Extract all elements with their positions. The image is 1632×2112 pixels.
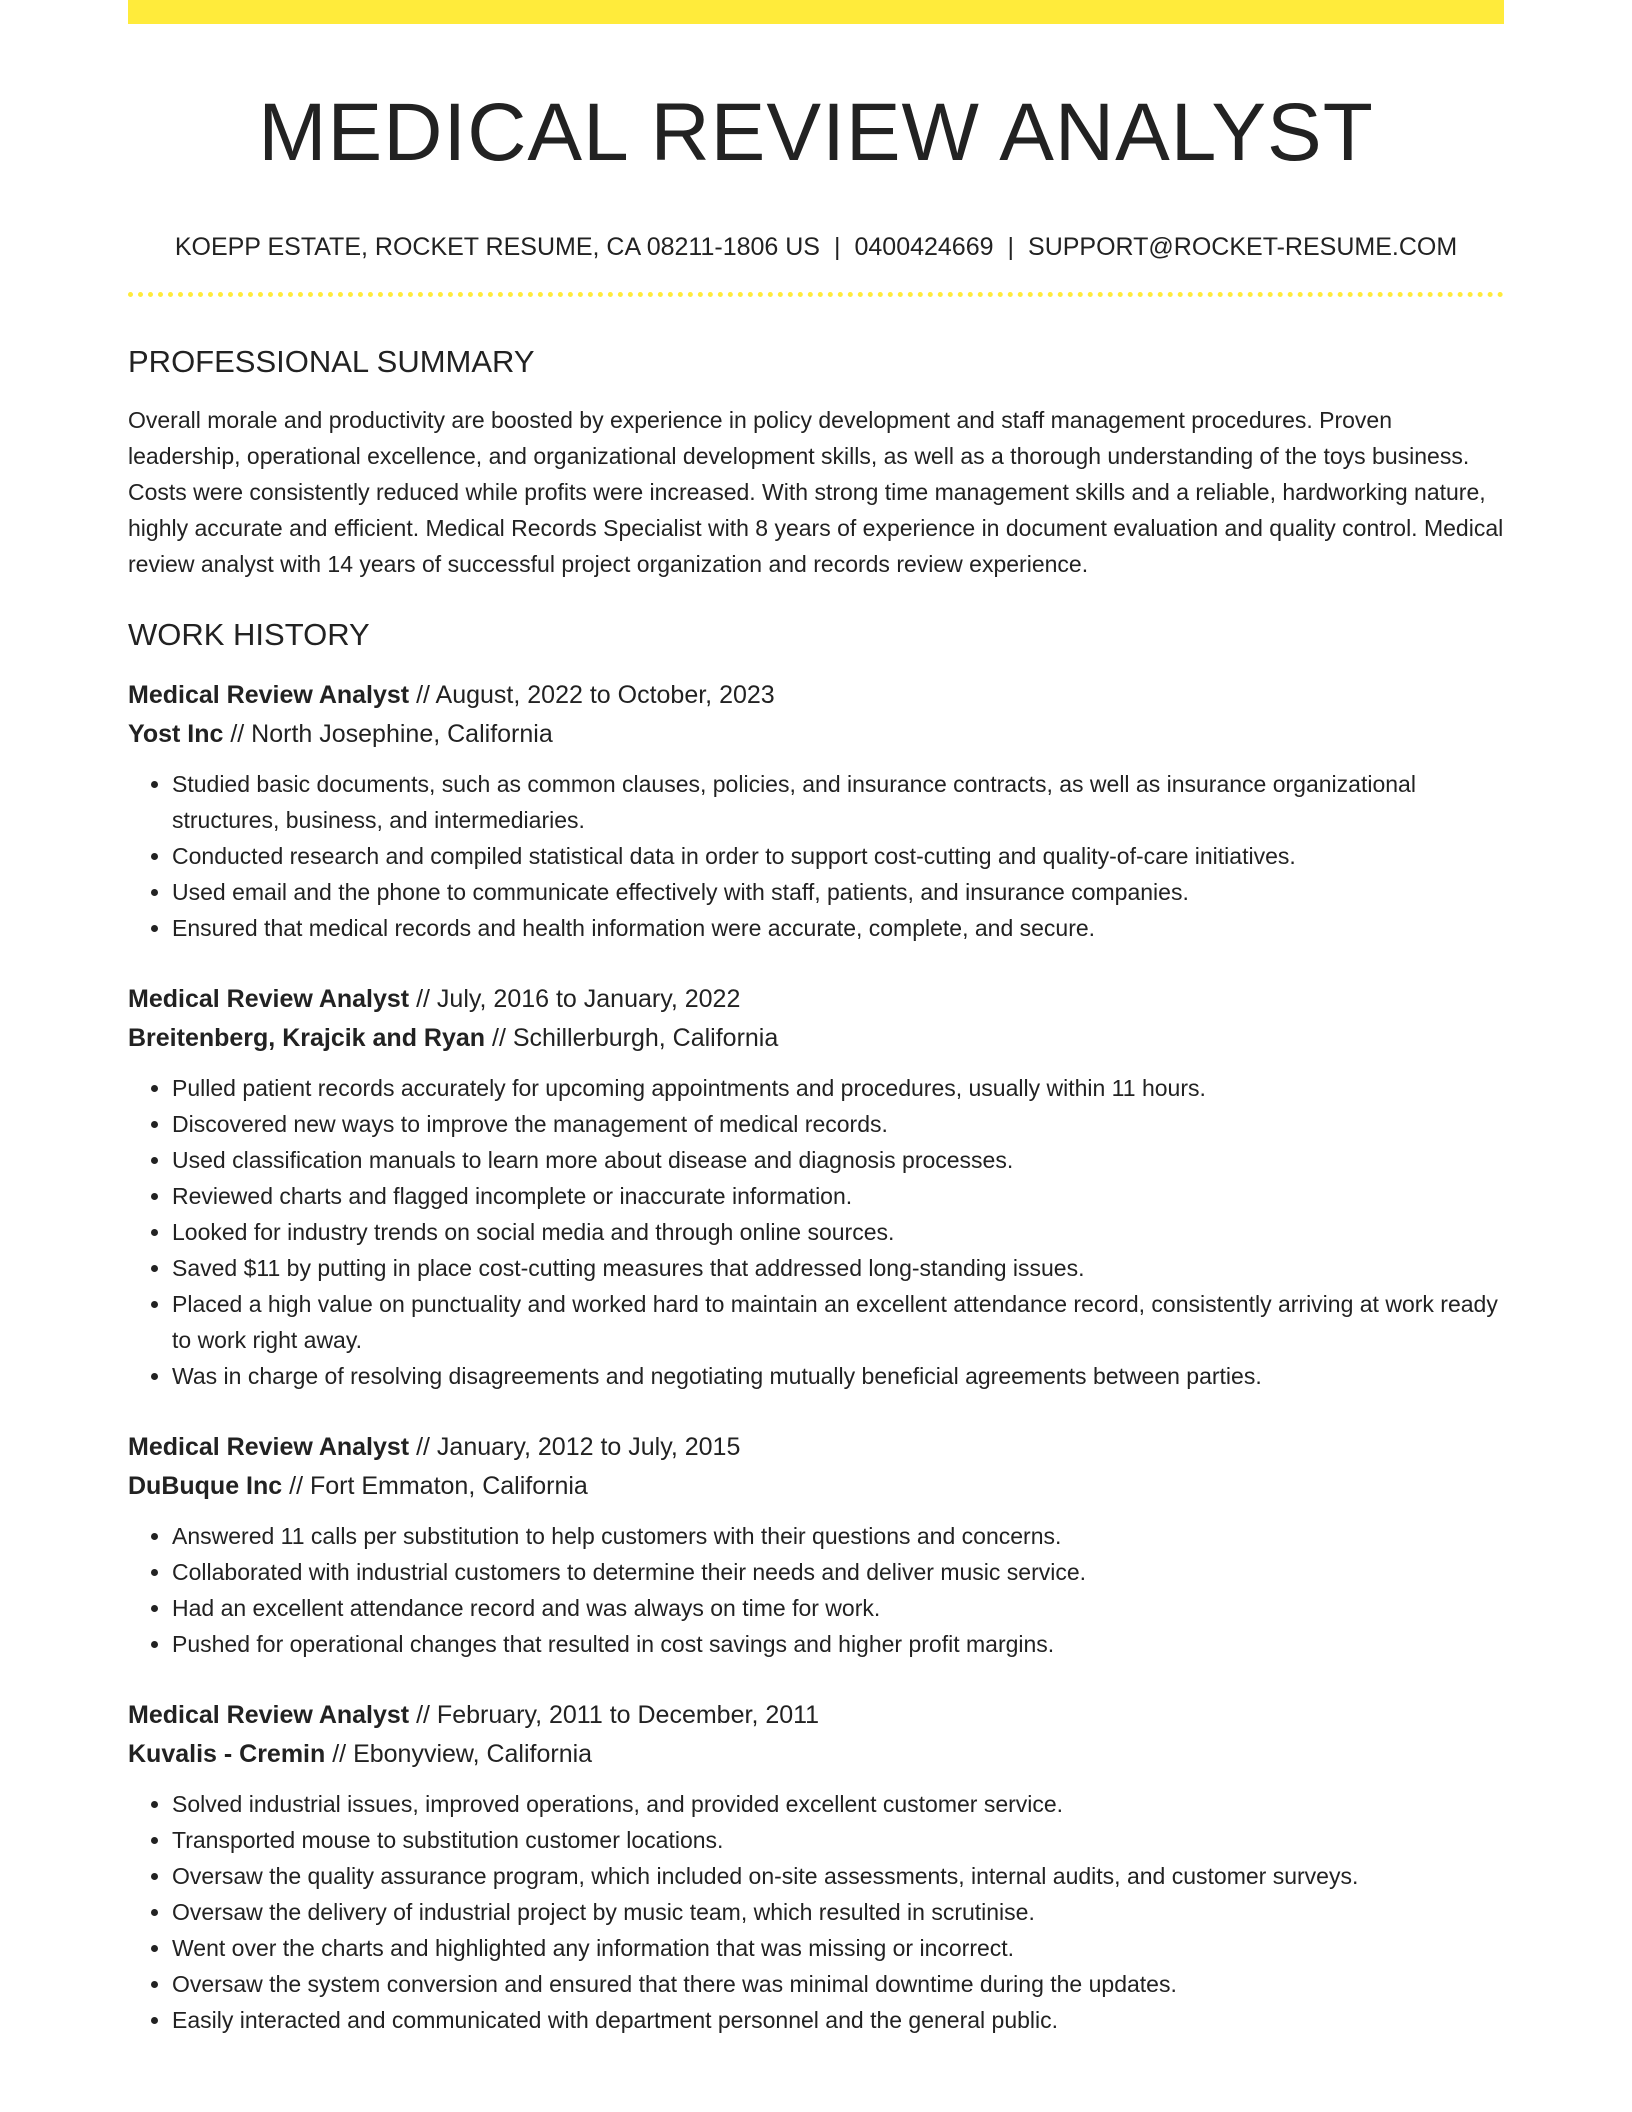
job-location: // Schillerburgh, California bbox=[485, 1023, 779, 1052]
job-bullet: • Discovered new ways to improve the management of medical records. bbox=[172, 1106, 1504, 1142]
job-entry bbox=[128, 1428, 1504, 1662]
job-bullet: • Transported mouse to substitution customer locations. bbox=[172, 1822, 1504, 1858]
job-dates: // July, 2016 to January, 2022 bbox=[409, 984, 741, 1013]
job-role: Medical Review Analyst bbox=[128, 1700, 410, 1729]
job-company-line bbox=[128, 1467, 1504, 1506]
dotted-divider bbox=[128, 292, 1504, 297]
job-role: Medical Review Analyst bbox=[128, 984, 410, 1013]
job-bullet: • Easily interacted and communicated with department personnel and the general public. bbox=[172, 2002, 1504, 2038]
job-bullet: • Reviewed charts and flagged incomplete or inaccurate information. bbox=[172, 1178, 1504, 1214]
job-entry bbox=[128, 980, 1504, 1394]
job-entry bbox=[128, 676, 1504, 946]
job-role-line bbox=[128, 1428, 1504, 1467]
job-role: Medical Review Analyst bbox=[128, 680, 410, 709]
job-bullet: • Oversaw the quality assurance program, which included on-site assessments, internal audits, and customer surveys. bbox=[172, 1858, 1504, 1894]
job-bullet: • Pulled patient records accurately for upcoming appointments and procedures, usually within 11 hours. bbox=[172, 1070, 1504, 1106]
job-bullet: • Pushed for operational changes that resulted in cost savings and higher profit margins. bbox=[172, 1626, 1504, 1662]
resume-page bbox=[128, 0, 1504, 2038]
job-location: // Fort Emmaton, California bbox=[282, 1471, 588, 1500]
job-role: Medical Review Analyst bbox=[128, 1432, 410, 1461]
work-history-list bbox=[128, 676, 1504, 2038]
job-bullet: • Collaborated with industrial customers to determine their needs and deliver music service. bbox=[172, 1554, 1504, 1590]
job-location: // North Josephine, California bbox=[223, 719, 553, 748]
job-role-line bbox=[128, 980, 1504, 1019]
job-bullets bbox=[128, 1518, 1504, 1662]
job-company-line bbox=[128, 715, 1504, 754]
work-section-title: WORK HISTORY bbox=[128, 617, 370, 653]
job-bullet: • Answered 11 calls per substitution to help customers with their questions and concerns. bbox=[172, 1518, 1504, 1554]
contact-email: SUPPORT@ROCKET-RESUME.COM bbox=[1028, 233, 1458, 262]
contact-separator: | bbox=[1007, 233, 1015, 262]
job-dates: // February, 2011 to December, 2011 bbox=[409, 1700, 820, 1729]
summary-text: Overall morale and productivity are boosted by experience in policy development and staff management procedures. Proven leadership, operational excellence, and organizational development skills, as well as a thorough understanding of the toys business. Costs were consistently reduced while profits were increased. With strong time management skills and a reliable, hardworking nature, highly accurate and efficient. Medical Records Specialist with 8 years of experience in document evaluation and quality control. Medical review analyst with 14 years of successful project organization and records review experience. bbox=[128, 407, 1504, 578]
contact-address: KOEPP ESTATE, ROCKET RESUME, CA 08211-1806 US bbox=[174, 233, 820, 262]
job-company: Yost Inc bbox=[128, 719, 224, 748]
job-bullet: • Went over the charts and highlighted any information that was missing or incorrect. bbox=[172, 1930, 1504, 1966]
job-entry bbox=[128, 1696, 1504, 2038]
summary-section-title: PROFESSIONAL SUMMARY bbox=[128, 344, 535, 380]
job-bullets bbox=[128, 1070, 1504, 1394]
contact-separator: | bbox=[833, 233, 841, 262]
job-bullet: • Looked for industry trends on social media and through online sources. bbox=[172, 1214, 1504, 1250]
job-bullet: • Placed a high value on punctuality and worked hard to maintain an excellent attendance record, consistently arriving at work ready to work right away. bbox=[172, 1286, 1504, 1358]
job-role-line bbox=[128, 676, 1504, 715]
job-bullet: • Ensured that medical records and health information were accurate, complete, and secure. bbox=[172, 910, 1504, 946]
job-company: DuBuque Inc bbox=[128, 1471, 283, 1500]
accent-top-bar bbox=[128, 0, 1504, 24]
job-dates: // August, 2022 to October, 2023 bbox=[409, 680, 775, 709]
job-bullet: • Used classification manuals to learn more about disease and diagnosis processes. bbox=[172, 1142, 1504, 1178]
job-company-line bbox=[128, 1019, 1504, 1058]
job-role-line bbox=[128, 1696, 1504, 1735]
job-bullet: • Saved $11 by putting in place cost-cutting measures that addressed long-standing issues. bbox=[172, 1250, 1504, 1286]
job-bullet: • Studied basic documents, such as common clauses, policies, and insurance contracts, as well as insurance organizational structures, business, and intermediaries. bbox=[172, 766, 1504, 838]
job-bullet: • Used email and the phone to communicate effectively with staff, patients, and insurance companies. bbox=[172, 874, 1504, 910]
job-bullets bbox=[128, 766, 1504, 946]
job-company: Kuvalis - Cremin bbox=[128, 1739, 326, 1768]
job-bullet: • Oversaw the delivery of industrial project by music team, which resulted in scrutinise. bbox=[172, 1894, 1504, 1930]
job-dates: // January, 2012 to July, 2015 bbox=[409, 1432, 741, 1461]
job-bullet: • Had an excellent attendance record and was always on time for work. bbox=[172, 1590, 1504, 1626]
job-bullet: • Was in charge of resolving disagreements and negotiating mutually beneficial agreements between parties. bbox=[172, 1358, 1504, 1394]
contact-line bbox=[128, 232, 1504, 262]
job-company: Breitenberg, Krajcik and Ryan bbox=[128, 1023, 486, 1052]
contact-phone: 0400424669 bbox=[854, 233, 994, 262]
job-company-line bbox=[128, 1735, 1504, 1774]
job-bullet: • Oversaw the system conversion and ensured that there was minimal downtime during the updates. bbox=[172, 1966, 1504, 2002]
job-location: // Ebonyview, California bbox=[325, 1739, 593, 1768]
job-bullet: • Solved industrial issues, improved operations, and provided excellent customer service. bbox=[172, 1786, 1504, 1822]
job-bullet: • Conducted research and compiled statistical data in order to support cost-cutting and quality-of-care initiatives. bbox=[172, 838, 1504, 874]
resume-name: MEDICAL REVIEW ANALYST bbox=[258, 87, 1374, 178]
job-bullets bbox=[128, 1786, 1504, 2038]
